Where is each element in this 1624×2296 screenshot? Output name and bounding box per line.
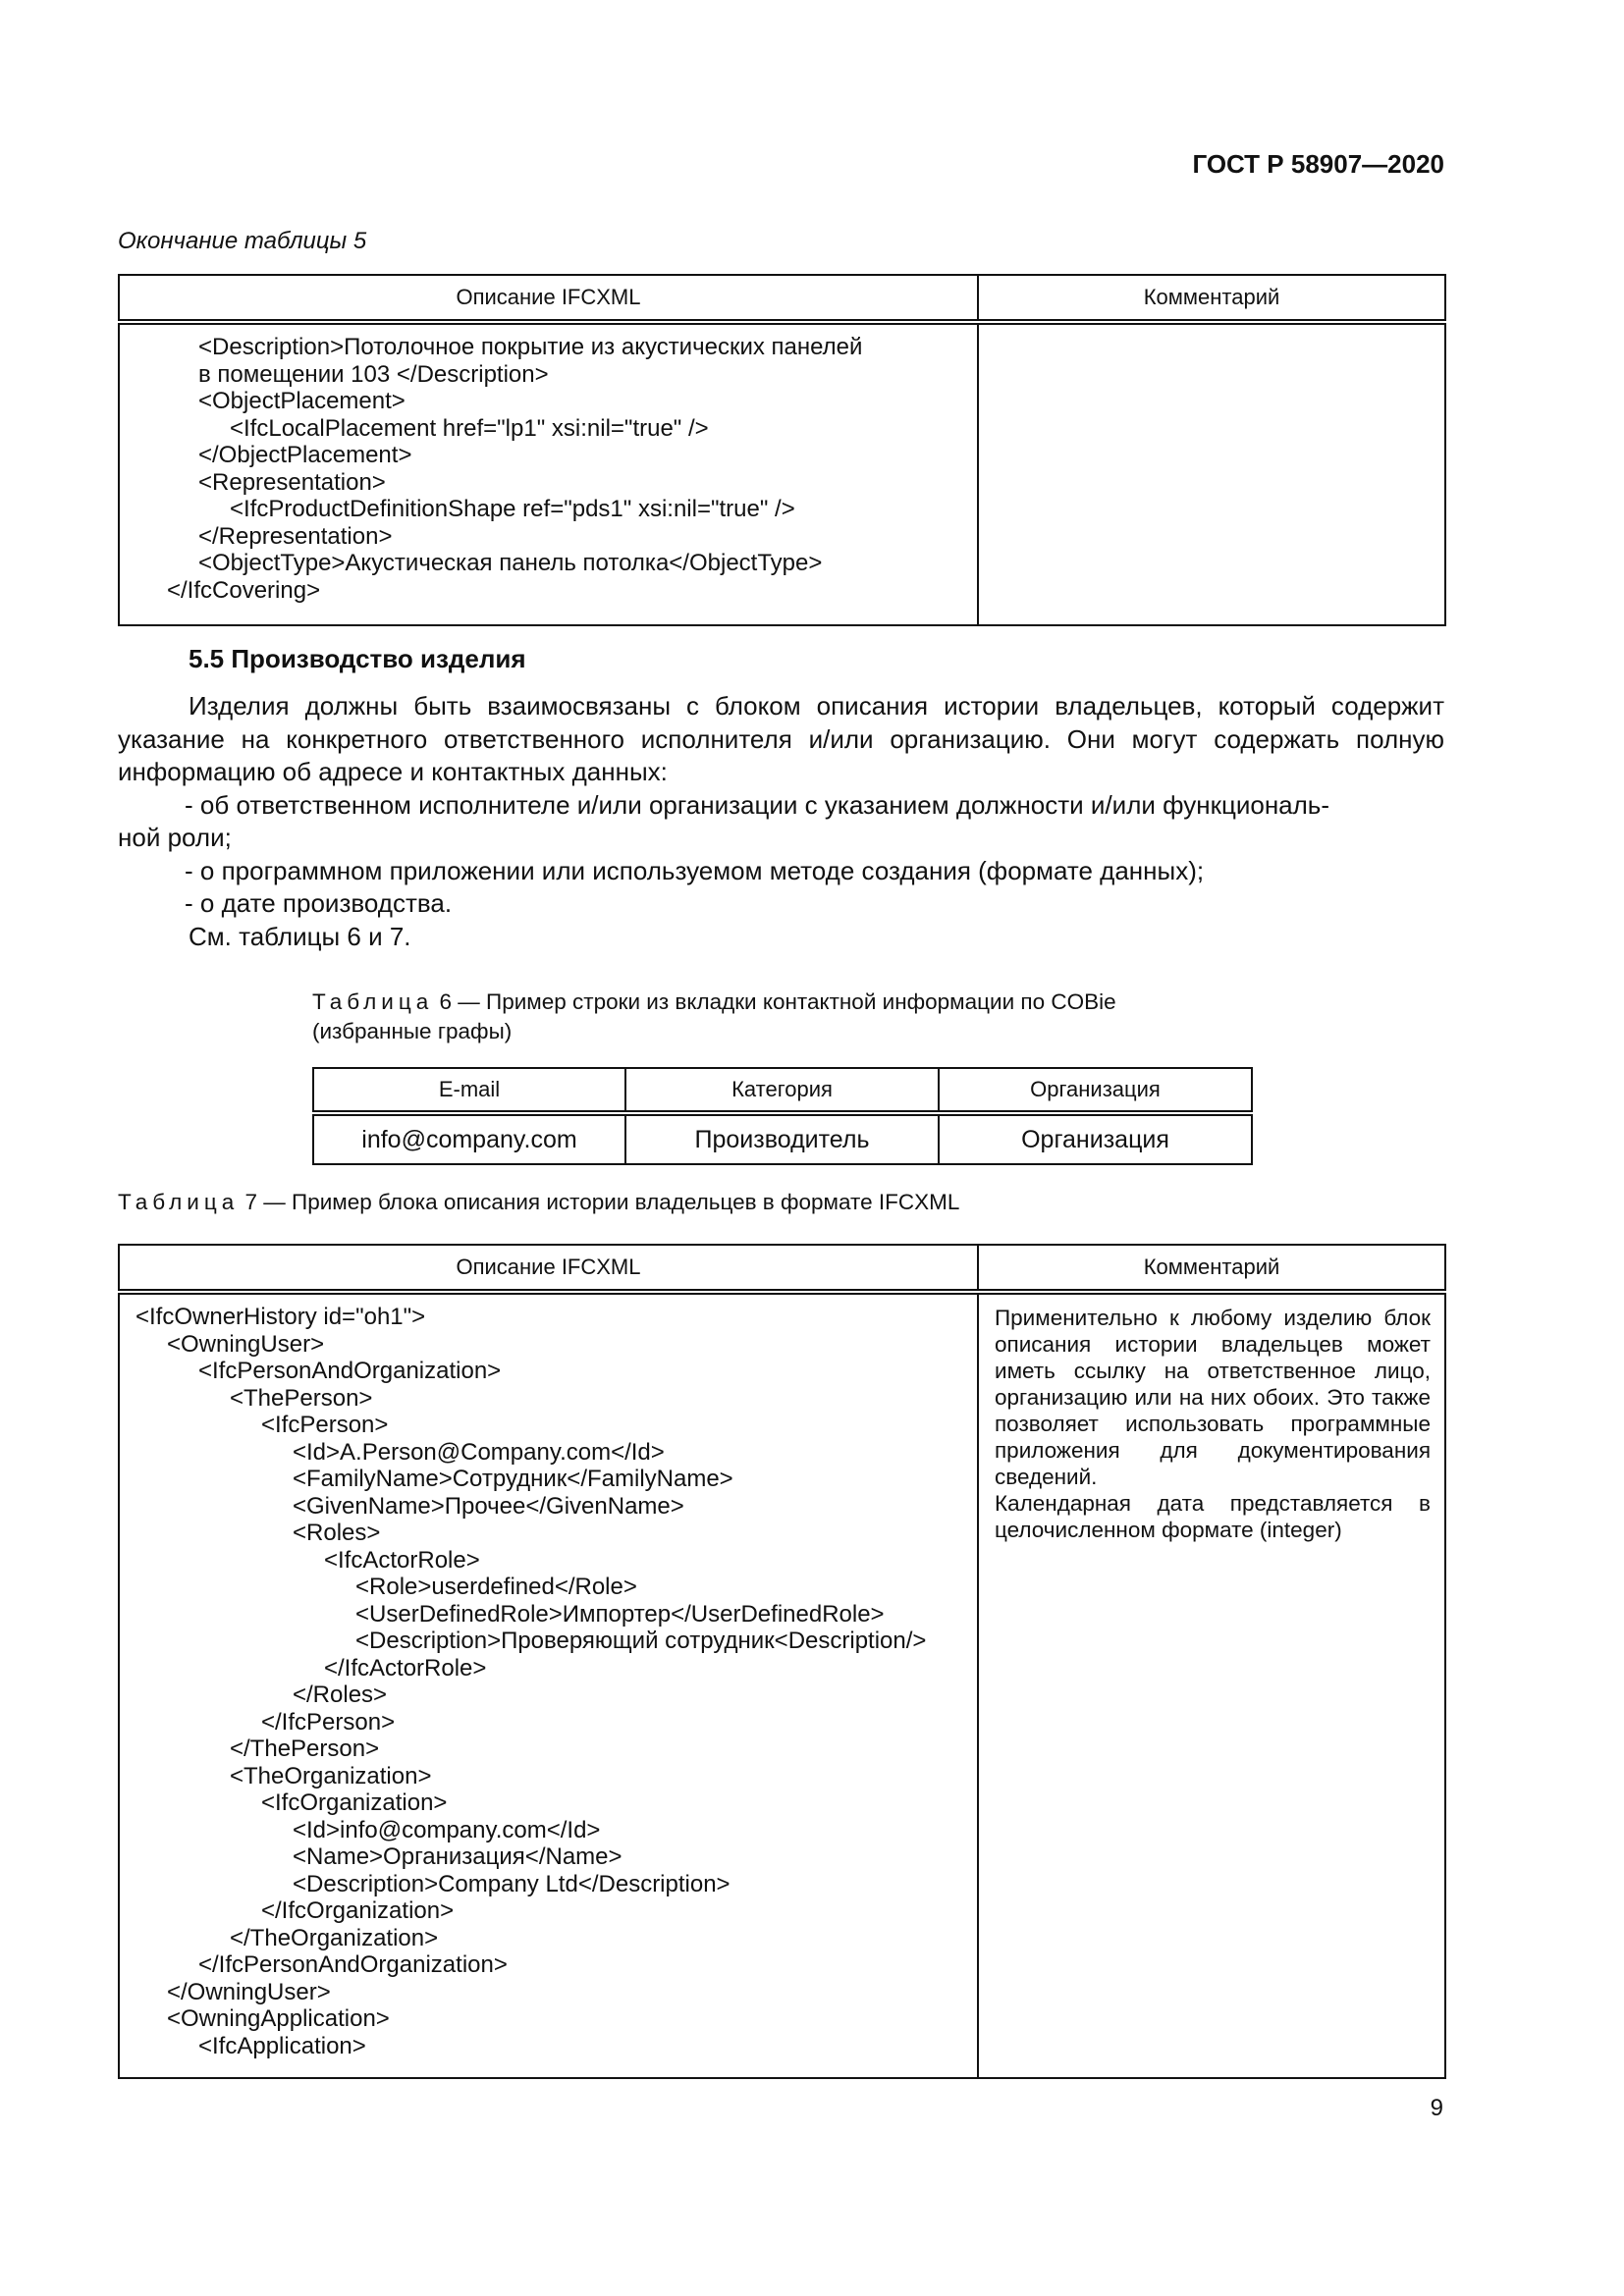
bullet-item: - о программном приложении или используемом методе создания (формате данных);: [185, 855, 1205, 885]
code-line: </IfcActorRole>: [324, 1654, 487, 1682]
table7-caption: [118, 1190, 959, 1215]
table6-caption-line2: (избранные графы): [312, 1019, 513, 1043]
code-line: <ThePerson>: [230, 1384, 373, 1412]
code-line: <IfcOwnerHistory id="oh1">: [135, 1304, 426, 1330]
code-line: <IfcPersonAndOrganization>: [198, 1358, 502, 1384]
code-line: </TheOrganization>: [230, 1924, 439, 1951]
code-line: <Name>Организация</Name>: [293, 1843, 623, 1870]
table7-caption-word: Таблица: [118, 1190, 240, 1214]
code-line: </Roles>: [293, 1682, 388, 1708]
bullet-item: - об ответственном исполнителе и/или организации с указанием должности и/или функциональ-: [185, 789, 1330, 820]
see-tables-text: См. таблицы 6 и 7.: [189, 921, 411, 951]
bullet-item-continuation: ной роли;: [118, 823, 232, 852]
code-line: <Id>info@company.com</Id>: [293, 1816, 601, 1843]
code-line: <IfcApplication>: [198, 2032, 366, 2059]
code-line: <Id>A.Person@Company.com</Id>: [293, 1438, 665, 1466]
code-line: <UserDefinedRole>Импортер</UserDefinedRole>: [355, 1600, 885, 1628]
table-6: [312, 1067, 1253, 1165]
table5-comment-cell: [978, 322, 1445, 625]
code-line: </Representation>: [198, 522, 393, 550]
code-line: <IfcPerson>: [261, 1412, 389, 1438]
code-line: <Description>Потолочное покрытие из акустических панелей: [198, 334, 863, 360]
code-line: <IfcLocalPlacement href="lp1" xsi:nil="true" />: [230, 414, 709, 442]
table7-header-description: Описание IFCXML: [119, 1245, 978, 1292]
table6-cell-category: Производитель: [625, 1113, 939, 1164]
code-line: <OwningApplication>: [167, 2005, 390, 2032]
table6-header-email: E-mail: [313, 1068, 625, 1113]
code-line: </ThePerson>: [230, 1735, 380, 1762]
code-line: <Description>Company Ltd</Description>: [293, 1870, 731, 1897]
code-line: </OwningUser>: [167, 1978, 331, 2005]
code-line: <Description>Проверяющий сотрудник<Description/>: [355, 1628, 927, 1654]
code-line: <OwningUser>: [167, 1330, 325, 1358]
table6-caption: [312, 988, 1116, 1046]
comment-paragraph: Календарная дата представляется в целочисленном формате (integer): [995, 1491, 1431, 1542]
intro-paragraph: Изделия должны быть взаимосвязаны с блоком описания истории владельцев, который содержит указание на конкретного ответственного исполнителя и/или организацию. Они могут содержать полную информацию об адресе и контактных данных:: [118, 691, 1444, 786]
table5-continuation-label: Окончание таблицы 5: [118, 228, 367, 254]
code-line: <IfcOrganization>: [261, 1789, 448, 1816]
table5-header-description: Описание IFCXML: [119, 275, 978, 322]
code-line: </IfcOrganization>: [261, 1897, 455, 1924]
table7-comment-cell: [978, 1292, 1445, 2078]
code-line: <ObjectPlacement>: [198, 388, 406, 414]
table7-caption-text: 7 — Пример блока описания истории владельцев в формате IFCXML: [244, 1190, 960, 1214]
table-7: [118, 1244, 1446, 2079]
table6-caption-word: Таблица: [312, 989, 434, 1014]
section-body: [118, 690, 1444, 953]
code-line: </IfcPerson>: [261, 1708, 396, 1735]
code-line: <Roles>: [293, 1520, 381, 1546]
code-line: в помещении 103 </Description>: [198, 360, 549, 388]
table6-header-organization: Организация: [939, 1068, 1252, 1113]
table6-cell-organization: Организация: [939, 1113, 1252, 1164]
table6-header-category: Категория: [625, 1068, 939, 1113]
table5-code-cell: [119, 322, 978, 625]
table7-code-cell: [119, 1292, 978, 2078]
code-line: <ObjectType>Акустическая панель потолка</ObjectType>: [198, 550, 823, 576]
code-line: <FamilyName>Сотрудник</FamilyName>: [293, 1466, 733, 1492]
code-line: <Role>userdefined</Role>: [355, 1574, 637, 1600]
bullet-item: - о дате производства.: [185, 888, 453, 918]
code-line: <TheOrganization>: [230, 1762, 432, 1789]
code-line: </IfcPersonAndOrganization>: [198, 1951, 508, 1978]
table7-header-comment: Комментарий: [978, 1245, 1445, 1292]
code-line: <Representation>: [198, 468, 386, 496]
table-5: [118, 274, 1446, 626]
table6-cell-email: info@company.com: [313, 1113, 625, 1164]
section-heading: 5.5 Производство изделия: [189, 644, 526, 673]
code-line: <GivenName>Прочее</GivenName>: [293, 1492, 684, 1520]
table5-header-comment: Комментарий: [978, 275, 1445, 322]
code-line: </IfcCovering>: [167, 576, 321, 604]
code-line: <IfcProductDefinitionShape ref="pds1" xsi:nil="true" />: [230, 496, 795, 522]
table6-caption-text: 6 — Пример строки из вкладки контактной информации по COBie: [439, 989, 1116, 1014]
page-number: 9: [1430, 2095, 1443, 2121]
comment-paragraph: Применительно к любому изделию блок описания истории владельцев может иметь ссылку на ответственное лицо, организацию или на них обоих. Это также позволяет использовать программные приложения для документирования сведений.: [995, 1306, 1431, 1489]
code-line: <IfcActorRole>: [324, 1546, 480, 1574]
code-line: </ObjectPlacement>: [198, 442, 412, 468]
document-number: ГОСТ Р 58907—2020: [1192, 149, 1444, 179]
